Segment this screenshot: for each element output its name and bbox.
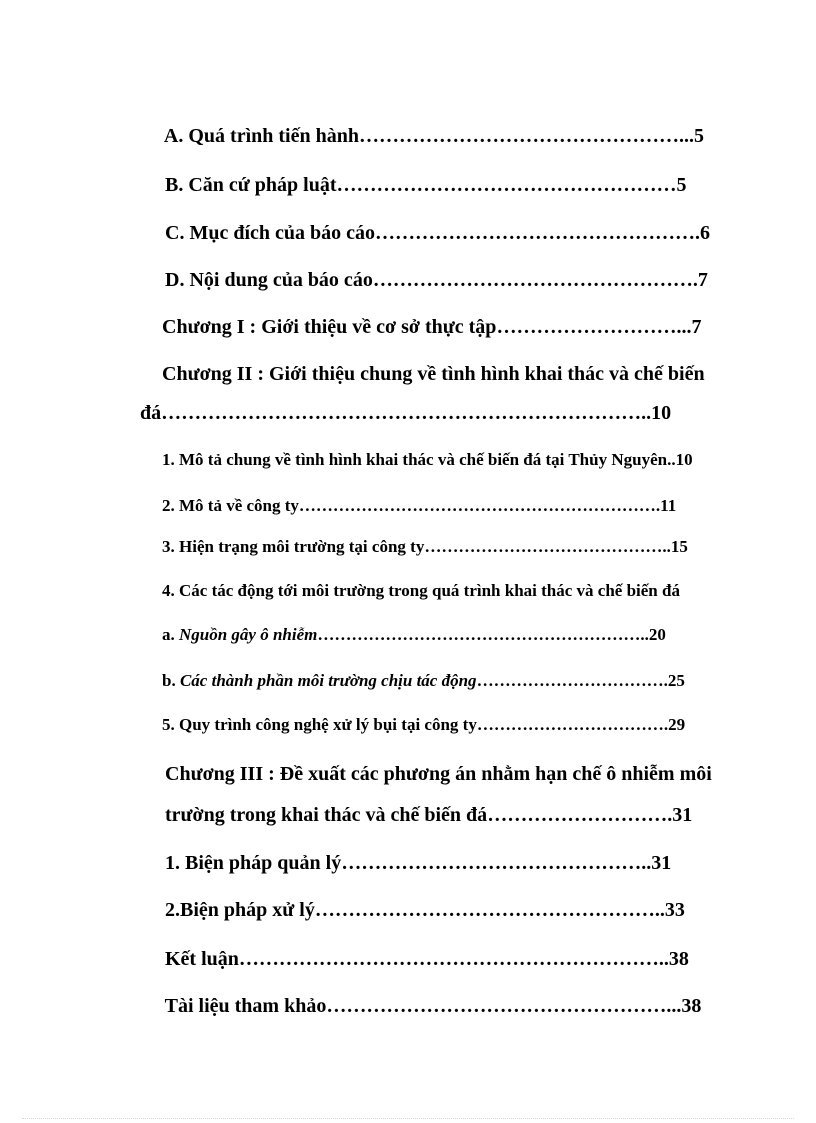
toc-entry-prefix: b. <box>162 671 180 690</box>
toc-entry-title: C. Mục đích của báo cáo <box>165 222 375 244</box>
toc-entry-title: 3. Hiện trạng môi trường tại công ty <box>162 537 425 556</box>
toc-entry-leader: ……………………………………….. <box>341 852 652 874</box>
toc-entry[interactable] <box>145 976 701 1036</box>
toc-entry-leader: …………………………………………. <box>375 222 700 244</box>
toc-entry[interactable] <box>145 699 685 750</box>
toc-entry-page: 38 <box>681 995 702 1017</box>
toc-entry-leader: …………………………………….. <box>424 537 671 556</box>
toc-entry-title: 4. Các tác động tới môi trường trong quá trình khai thác và chế biến đá <box>162 581 680 600</box>
toc-entry-title: A. Quá trình tiến hành <box>163 125 359 147</box>
toc-entry-title: Kết luận <box>165 948 239 970</box>
toc-entry-title: Nguồn gây ô nhiễm <box>179 625 318 644</box>
toc-entry[interactable] <box>145 434 693 485</box>
toc-entry[interactable] <box>145 609 666 660</box>
toc-entry-page: 10 <box>651 402 672 424</box>
toc-entry-title: Chương II : Giới thiệu chung về tình hình khai thác và chế biến <box>162 363 705 385</box>
toc-entry-page: 33 <box>664 899 685 921</box>
toc-entry-leader: ……………………………. <box>476 715 669 734</box>
toc-entry-leader: …………………………………………….. <box>314 899 665 921</box>
toc-entry-leader: ……………………………………………………….. <box>238 948 669 970</box>
toc-entry-title: B. Căn cứ pháp luật <box>165 174 337 196</box>
toc-entry-page: 31 <box>651 852 672 874</box>
toc-entry-title: Chương III : Đề xuất các phương án nhằm hạn chế ô nhiễm môi <box>165 763 712 785</box>
toc-entry-prefix: a. <box>162 625 179 644</box>
toc-entry-page: 31 <box>672 804 693 826</box>
toc-entry-leader: ……………………………………………………………….. <box>161 402 652 424</box>
toc-entry-title: đá <box>140 402 162 424</box>
toc-entry-page: 7 <box>691 316 702 338</box>
toc-entry-title: 1. Biện pháp quản lý <box>165 852 342 874</box>
toc-entry-page: 29 <box>668 715 686 734</box>
toc-entry-title: 5. Quy trình công nghệ xử lý bụi tại công ty <box>162 715 477 734</box>
toc-entry-leader: …………………………………………. <box>372 269 698 291</box>
toc-entry-leader: …………………………………………… <box>336 174 677 196</box>
page-bottom-divider <box>22 1118 794 1119</box>
toc-entry-page: 10 <box>675 450 693 469</box>
toc-entry-page: 7 <box>697 269 708 291</box>
toc-entry-leader: …………………………………………... <box>358 125 694 147</box>
toc-entry-leader: ……………………………………………... <box>326 995 682 1017</box>
toc-entry-page: 20 <box>648 625 666 644</box>
toc-entry-leader: ………………………………………………………. <box>298 496 661 515</box>
toc-entry-page: 6 <box>700 222 710 244</box>
toc-entry-page: 38 <box>668 948 689 970</box>
toc-entry-leader: ………………………. <box>487 804 673 826</box>
toc-entry-title: Tài liệu tham khảo <box>164 995 327 1017</box>
toc-entry-page: 15 <box>670 537 688 556</box>
toc-entry-title: 2.Biện pháp xử lý <box>165 899 315 921</box>
toc-entry-title: 1. Mô tả chung về tình hình khai thác và chế biến đá tại Thủy Nguyên.. <box>162 450 676 469</box>
toc-entry-title: Chương I : Giới thiệu về cơ sở thực tập <box>162 316 497 338</box>
toc-entry-page: 25 <box>667 671 685 690</box>
toc-entry-title: D. Nội dung của báo cáo <box>165 269 373 291</box>
toc-entry-title: Các thành phần môi trường chịu tác động <box>179 671 477 690</box>
toc-entry-page: 11 <box>660 496 677 515</box>
toc-entry-title: 2. Mô tả về công ty <box>162 496 299 515</box>
toc-entry-leader: ………………………... <box>496 316 692 338</box>
toc-entry-page: 5 <box>676 174 687 196</box>
toc-entry-page: 5 <box>693 125 704 147</box>
toc-entry-leader: ……………………………. <box>476 671 668 690</box>
toc-entry-title: trường trong khai thác và chế biến đá <box>165 804 488 826</box>
toc-entry-leader: ………………………………………………….. <box>317 625 649 644</box>
